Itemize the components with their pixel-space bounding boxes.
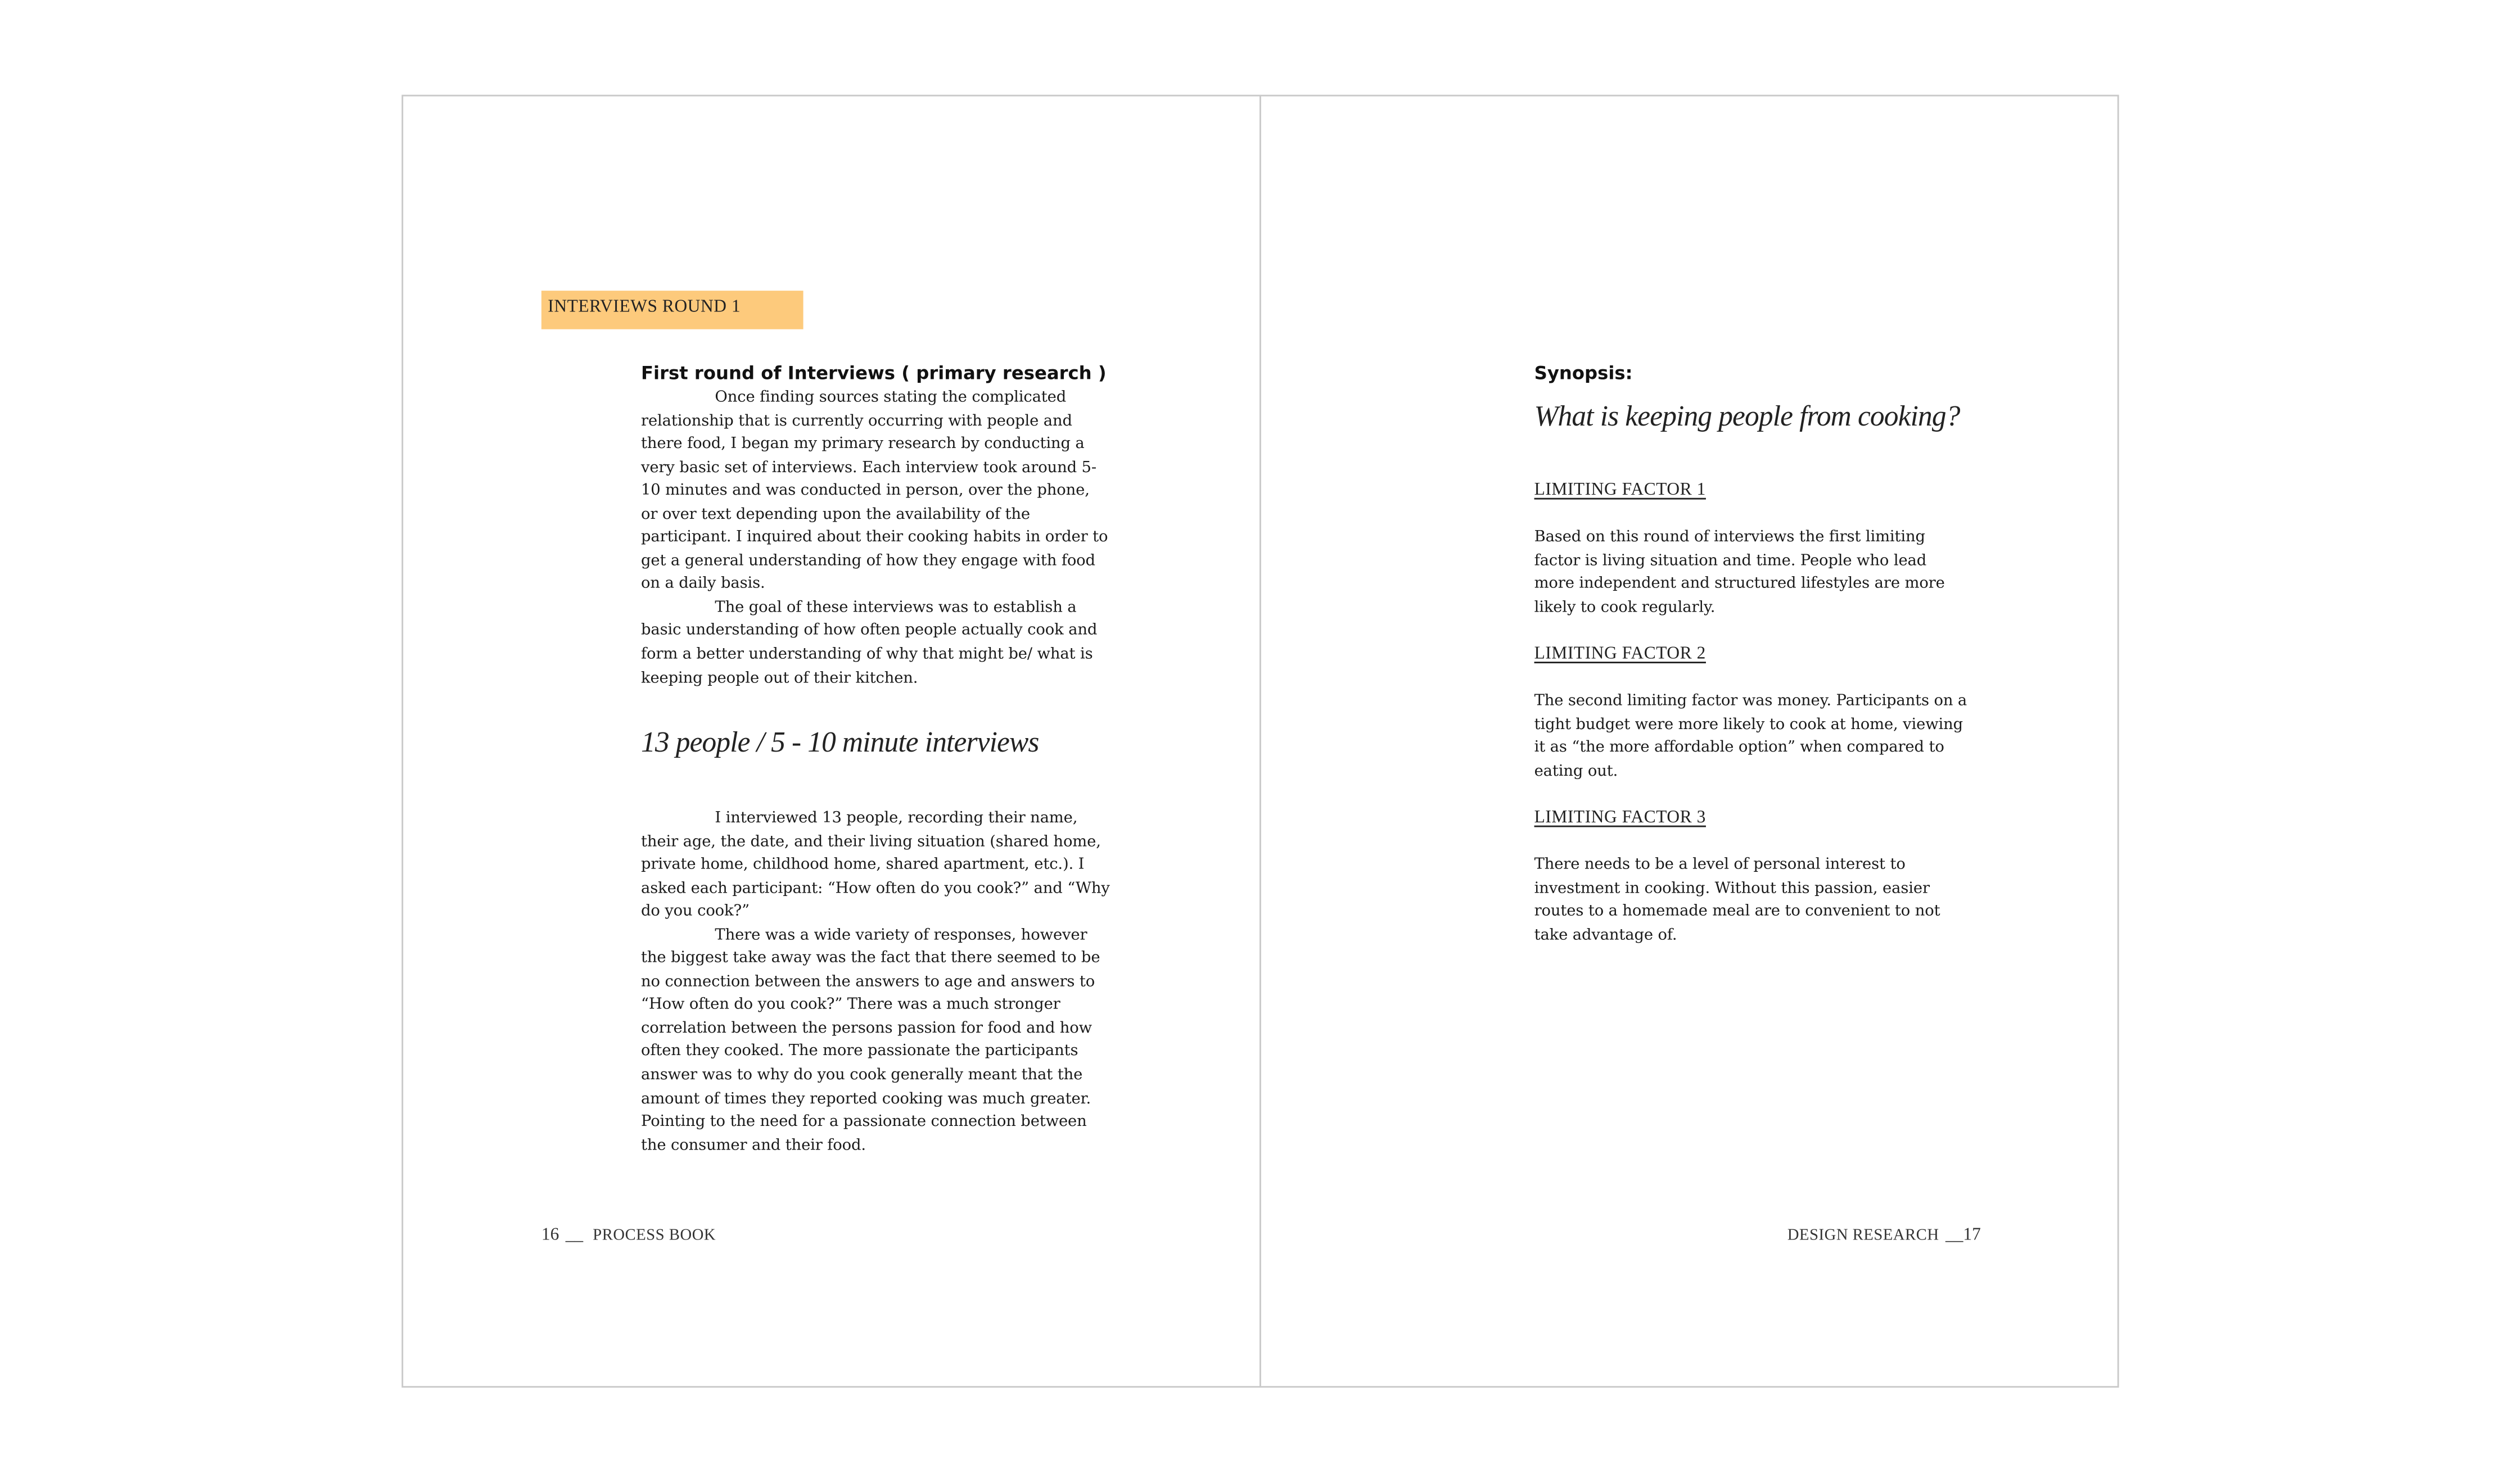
- intro-paragraph: Once finding sources stating the complicated relationship that is currently occurring with people and there food, I began my primary research by conducting a very basic set of interviews. Each interview took around 5-10 minutes and was conducted in person, over the phone, or over text depending upon the availability of the participant. I inquired about their cooking habits in order to get a general understanding of how they engage with food on a daily basis.: [641, 388, 1108, 594]
- running-title: PROCESS BOOK: [593, 1227, 716, 1245]
- findings-paragraph: I interviewed 13 people, recording their name, their age, the date, and their living situation (shared home, private home, childhood home, shared apartment, etc.). I asked each participant: “How often do you cook?” and “Why do you cook?”: [641, 809, 1110, 921]
- folio-separator: __: [1945, 1225, 1963, 1245]
- limiting-factor-3-text: [1534, 854, 1971, 948]
- right-page: [1260, 95, 2119, 1388]
- section-heading: First round of Interviews ( primary research ): [641, 363, 1107, 384]
- section-tab: INTERVIEWS ROUND 1: [541, 291, 803, 329]
- factor-paragraph: Based on this round of interviews the first limiting factor is living situation and time. People who lead more independent and structured lifestyles are more likely to cook regularly.: [1534, 528, 1945, 617]
- factor-paragraph: The second limiting factor was money. Participants on a tight budget were more likely to cook at home, viewing it as “the more affordable option” when compared to eating out.: [1534, 692, 1967, 780]
- right-folio: [1787, 1225, 1981, 1245]
- limiting-factor-1-text: [1534, 527, 1971, 620]
- running-title: DESIGN RESEARCH: [1787, 1227, 1939, 1245]
- interview-summary-heading: 13 people / 5 - 10 minute interviews: [641, 726, 1039, 758]
- findings-text-block: [641, 808, 1110, 1158]
- intro-paragraph: The goal of these interviews was to establish a basic understanding of how often people actually cook and form a better understanding of why that might be/ what is keeping people out of their kitchen.: [641, 599, 1098, 687]
- findings-paragraph: There was a wide variety of responses, however the biggest take away was the fact that there seemed to be no connection between the answers to age and answers to “How often do you cook?” There was a much stronger correlation between the persons passion for food and how often they cooked. The more passionate the participants answer was to why do you cook generally meant that the amount of times they reported cooking was much greater. Pointing to the need for a passionate connection between the consumer and their food.: [641, 926, 1100, 1155]
- synopsis-question: What is keeping people from cooking?: [1534, 400, 1960, 432]
- limiting-factor-1-label: LIMITING FACTOR 1: [1534, 480, 1706, 500]
- factor-paragraph: There needs to be a level of personal interest to investment in cooking. Without this passion, easier routes to a homemade meal are to convenient to not take advantage of.: [1534, 856, 1940, 944]
- limiting-factor-2-label: LIMITING FACTOR 2: [1534, 644, 1706, 663]
- intro-text-block: [641, 387, 1110, 691]
- limiting-factor-2-text: [1534, 691, 1971, 784]
- folio-separator: __: [565, 1225, 584, 1245]
- page-number: 17: [1963, 1225, 1981, 1245]
- page-number: 16: [541, 1225, 559, 1245]
- left-folio: [541, 1225, 716, 1245]
- left-page: [401, 95, 1261, 1388]
- limiting-factor-3-label: LIMITING FACTOR 3: [1534, 808, 1706, 827]
- synopsis-label: Synopsis:: [1534, 363, 1633, 384]
